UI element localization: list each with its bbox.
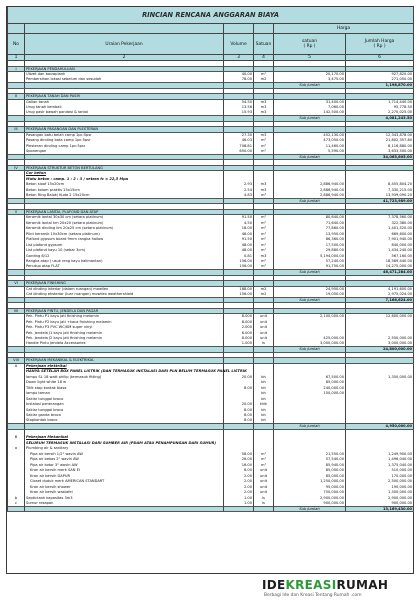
row-description: Pek. Pintu P3 PVC WC/KM super vinyl: [25, 325, 224, 331]
row-unit-price: 2,886,940.00: [274, 187, 346, 193]
row-volume: 48.00: [224, 242, 254, 248]
row-volume: 6.00: [224, 468, 254, 474]
row-unit: m¹: [254, 72, 274, 78]
row-unit: ls: [254, 341, 274, 347]
row-unit-price: 425,000.00: [274, 336, 346, 342]
row-unit-price: 17,500.00: [274, 242, 346, 248]
row-number: B: [8, 435, 25, 441]
row-volume: 8.000: [224, 314, 254, 320]
row-total: 2,550,000.00: [346, 336, 414, 342]
subtotal-amount: 4,081,243.50: [346, 116, 414, 122]
row-unit: m¹: [254, 462, 274, 468]
row-volume: 2.54: [224, 187, 254, 193]
row-description: Pek. Pintu P1 kayu jati finishing melamin: [25, 314, 224, 320]
row-number: III: [8, 127, 25, 133]
row-unit-price: 19,050.00: [274, 292, 346, 298]
row-volume: 156.00: [224, 259, 254, 265]
row-description: Pasang dinding bata camp 1pc:5psr: [25, 138, 224, 144]
subtotal-amount: 13,169,430.00: [346, 506, 414, 512]
row-description: Pek. Jendela J2 kayu jati finishing melamin: [25, 336, 224, 342]
row-total: 14,275,000.00: [346, 264, 414, 270]
row-description: PEKERJAAN LANTAI, PLAFOND DAN ATAP: [25, 209, 224, 215]
row-volume: 156.00: [224, 292, 254, 298]
row-unit: unit: [254, 484, 274, 490]
row-volume: 16.00: [224, 462, 254, 468]
row-description: Pek. Pintu P2 kayu jati +kaca finishing melamin: [25, 319, 224, 325]
row-unit-price: 240,000.00: [274, 385, 346, 391]
row-description: Down light white 18 w: [25, 380, 224, 386]
row-total: 1,350,000.00: [346, 374, 414, 380]
row-description: Galian tanah: [25, 99, 224, 105]
row-volume: 188.00: [224, 286, 254, 292]
row-unit: m¹: [254, 457, 274, 463]
row-description: PEKERJAAN STRUKTUR BETON BERTULANG: [25, 165, 224, 171]
row-volume: 4.50: [224, 220, 254, 226]
row-unit-price: 29,880.00: [274, 248, 346, 254]
row-volume: 0.81: [224, 253, 254, 259]
row-volume: 1.00: [224, 495, 254, 501]
empty-cell: [25, 506, 224, 512]
row-number: A: [8, 363, 25, 369]
row-volume: 46.03: [224, 138, 254, 144]
row-unit: bh: [254, 396, 274, 402]
row-description: Pekerjaan Mekanikal: [25, 435, 224, 441]
row-volume: 2.00: [224, 484, 254, 490]
row-volume: 2.00: [224, 479, 254, 485]
row-total: 2,975,024.00: [346, 292, 414, 298]
row-unit-price: 2,886,940.00: [274, 193, 346, 199]
row-number: c: [8, 501, 25, 507]
subtotal-amount: 4,950,000.00: [346, 424, 414, 430]
row-description: Saklar ganda broco: [25, 413, 224, 419]
empty-cell: [8, 506, 25, 512]
header-satuan: Satuan: [254, 34, 274, 55]
row-unit: m2: [254, 286, 274, 292]
row-unit: unit: [254, 336, 274, 342]
row-description: Penutup atap FLAT: [25, 264, 224, 270]
row-volume: 6.000: [224, 330, 254, 336]
row-description: List plafond kayu 10 (sebar 3cm): [25, 248, 224, 254]
row-volume: 1.000: [224, 341, 254, 347]
row-unit: unit: [254, 314, 274, 320]
row-volume: 91.50: [224, 215, 254, 221]
row-unit: bh: [254, 385, 274, 391]
row-volume: 1.00: [224, 501, 254, 507]
row-unit-price: 20,170.00: [274, 72, 346, 78]
row-total: 3,000,000.00: [346, 341, 414, 347]
subtotal-amount: 41,723,989.00: [346, 198, 414, 204]
row-unit: m²: [254, 138, 274, 144]
row-unit-price: 2,886,940.00: [274, 182, 346, 188]
row-description: Cor beton: [25, 171, 224, 177]
subtotal-label: Sub Jumlah: [274, 347, 346, 353]
watermark-logo-part: IDE: [262, 578, 286, 592]
subtotal-amount: 1,198,870.00: [346, 83, 414, 89]
row-total: 95,778.50: [346, 105, 414, 111]
row-volume: 8.00: [224, 413, 254, 419]
row-unit: unit: [254, 473, 274, 479]
row-description: Cat dinding interior (dalam ruangan) mowilex: [25, 286, 224, 292]
row-unit: bh: [254, 380, 274, 386]
header-volume: Volume: [224, 34, 254, 55]
row-unit: unit: [254, 468, 274, 474]
subtotal-label: Sub Jumlah: [274, 83, 346, 89]
row-unit-price: 7,060.00: [274, 105, 346, 111]
row-number: a: [8, 446, 25, 452]
row-total: 2,500,000.00: [346, 479, 414, 485]
row-description: Pek. Jendela J1 kayu jati finishing melamin: [25, 330, 224, 336]
row-unit: unit: [254, 330, 274, 336]
row-volume: 27.30: [224, 132, 254, 138]
row-unit-price: 3,000,000.00: [274, 341, 346, 347]
row-unit-price: 95,000.00: [274, 484, 346, 490]
row-unit: bh: [254, 418, 274, 424]
row-unit: m3: [254, 110, 274, 116]
row-unit-price: 86,360.00: [274, 237, 346, 243]
row-total: 8,116,880.00: [346, 143, 414, 149]
row-volume: 58.00: [224, 451, 254, 457]
row-unit-price: 2,900,000.00: [274, 495, 346, 501]
row-description: Beton Ring Balok/ Kuda 2 15x20cm: [25, 193, 224, 199]
row-description: Keramik lantai 30x30 cm (setara platinum): [25, 215, 224, 221]
row-description: List plafond gypsum: [25, 242, 224, 248]
row-unit: m3: [254, 105, 274, 111]
row-description: Handle Pintu Jendela Accessories: [25, 341, 224, 347]
row-description: Pipa air bersih 1/2" wavin AW: [25, 451, 224, 457]
row-total: 322,380.00: [346, 220, 414, 226]
row-volume: 48.00: [224, 231, 254, 237]
row-unit: m²: [254, 215, 274, 221]
subtotal-label: Sub Jumlah: [274, 506, 346, 512]
row-total: 567,160.00: [346, 253, 414, 259]
subtotal-row: [8, 506, 414, 512]
row-number: II: [8, 94, 25, 100]
row-total: 190,000.00: [346, 484, 414, 490]
row-total: 12,343,878.00: [346, 132, 414, 138]
row-total: 13,939,090.20: [346, 193, 414, 199]
row-description: Closet duduk merk AMERICAN STANDART: [25, 479, 224, 485]
row-total: 1,401,520.00: [346, 226, 414, 232]
row-unit: unit: [254, 490, 274, 496]
row-total: 1,496,040.00: [346, 457, 414, 463]
row-unit-price: 91,750.00: [274, 264, 346, 270]
row-description: PEKERJAAN MEKANIKAL & ELEKTRIKAL: [25, 358, 224, 364]
colnum: 3: [224, 55, 254, 61]
row-description: Stopkontak broco: [25, 418, 224, 424]
row-number: VII: [8, 308, 25, 314]
row-description: Sponengan: [25, 149, 224, 155]
header-jumlah-harga: Jumlah Harga ( Rp ): [346, 34, 414, 55]
row-volume: 156.00: [224, 264, 254, 270]
row-unit: m²: [254, 220, 274, 226]
colnum: 2: [25, 55, 224, 61]
row-unit-price: 24,950.00: [274, 286, 346, 292]
header-harga: Harga: [274, 24, 414, 34]
row-description: Cat dinding eksterior (luar ruangan) mowilex weathershield: [25, 292, 224, 298]
watermark-tagline: Berbagi Ide dan Kreasi Tentang Rumah .com: [264, 593, 362, 598]
row-unit: bh: [254, 374, 274, 380]
row-description: HANYA SETELAH BOX PANEL LISTRIK (DAN TERMASUK INSTALASI DARI PLN BELUM TERMASUK PANEL LISTRIK: [26, 369, 247, 374]
row-description: Sumur resapan: [25, 501, 224, 507]
row-volume: 8.00: [224, 385, 254, 391]
row-unit-price: 150,000.00: [274, 391, 346, 397]
row-description: Septictank kapasitas 3m3: [25, 495, 224, 501]
row-unit-price: 85,000.00: [274, 380, 346, 386]
row-total: 7,378,560.00: [346, 215, 414, 221]
row-unit: titik: [254, 402, 274, 408]
row-total: 8,455,804.20: [346, 182, 414, 188]
row-volume: 26.00: [224, 457, 254, 463]
row-volume: 91.50: [224, 237, 254, 243]
row-number: V: [8, 209, 25, 215]
row-total: 840,000.00: [346, 242, 414, 248]
row-total: 510,000.00: [346, 468, 414, 474]
row-description: Gording 8/12: [25, 253, 224, 259]
colnum: 6: [346, 55, 414, 61]
watermark-logo: [262, 578, 388, 592]
row-unit: m²: [254, 143, 274, 149]
row-unit: m¹: [254, 149, 274, 155]
row-unit-price: 3,475.00: [274, 77, 346, 83]
row-description: Plumbing air & sanitary: [25, 446, 224, 452]
row-unit: m3: [254, 187, 274, 193]
row-description: PEKERJAAN TANAH DAN PASIR: [25, 94, 224, 100]
row-unit-price: 1,250,000.00: [274, 479, 346, 485]
row-description: Plint keramik 10x30cm (setara platinum): [25, 231, 224, 237]
row-description: PEKERJAAN PINTU, JENDELA DAN PAGAR: [25, 308, 224, 314]
row-volume: 8.00: [224, 418, 254, 424]
row-unit: m¹: [254, 242, 274, 248]
watermark: [262, 578, 412, 600]
row-volume: 40.00: [224, 72, 254, 78]
row-description: Plesteran dinding camp 1pc:5psr: [25, 143, 224, 149]
row-unit: m2: [254, 77, 274, 83]
row-total: 18,589,440.00: [346, 259, 414, 265]
row-unit: ls: [254, 501, 274, 507]
row-unit-price: 57,240.00: [274, 259, 346, 265]
row-description: Beton kolom praktis 15x15cm: [25, 187, 224, 193]
row-description: Urug tanah kembali: [25, 105, 224, 111]
row-volume: 2.000: [224, 325, 254, 331]
colnum: 1: [8, 55, 25, 61]
row-description: Keramik dinding km 20x25 cm (setara platinum): [25, 226, 224, 232]
row-unit: bh: [254, 413, 274, 419]
subtotal-label: Sub Jumlah: [274, 270, 346, 276]
empty-cell: [224, 506, 254, 512]
row-description: lampu SL 18 watt philip (termasuk fitting): [25, 374, 224, 380]
header-harga-satuan: satuan ( Rp ): [274, 34, 346, 55]
colnum: 5: [274, 55, 346, 61]
row-unit-price: 67,500.00: [274, 374, 346, 380]
row-total: 2,900,000.00: [346, 495, 414, 501]
empty-cell: [254, 506, 274, 512]
row-unit-price: 5,590.00: [274, 149, 346, 155]
subtotal-amount: 7,166,624.00: [346, 297, 414, 303]
row-description: Titik stop kontak biasa: [25, 385, 224, 391]
document-title: RINCIAN RENCANA ANGGARAN BIAYA: [8, 7, 414, 24]
row-unit-price: 5,194,000.00: [274, 253, 346, 259]
row-unit: m²: [254, 264, 274, 270]
row-total: 1,249,900.00: [346, 451, 414, 457]
row-volume: 20.00: [224, 374, 254, 380]
row-description: Kran air bersih shower: [25, 484, 224, 490]
row-total: 3,633,500.00: [346, 149, 414, 155]
subtotal-label: Sub Jumlah: [274, 198, 346, 204]
row-unit-price: 21,550.00: [274, 451, 346, 457]
row-unit-price: 57,540.00: [274, 457, 346, 463]
row-total: 1,434,240.00: [346, 248, 414, 254]
row-unit: unit: [254, 325, 274, 331]
row-unit: unit: [254, 479, 274, 485]
row-description: Instalasi penerangan: [25, 402, 224, 408]
row-total: 170,000.00: [346, 473, 414, 479]
row-number: b: [8, 495, 25, 501]
row-unit-price: 900,000.00: [274, 501, 346, 507]
row-unit-price: 2,100,000.00: [274, 314, 346, 320]
row-total: 21,802,357.80: [346, 138, 414, 144]
row-total: 271,050.00: [346, 77, 414, 83]
row-unit-price: 31,400.00: [274, 99, 346, 105]
row-unit: m²: [254, 237, 274, 243]
header-no: No: [8, 34, 25, 55]
row-number: IV: [8, 165, 25, 171]
row-description: Pekerjaan elektrikal: [25, 363, 224, 369]
row-description: Plafond gypsum board 9mm rangka hollow: [25, 237, 224, 243]
row-description: Pembersihan lokasi sebelum dan sesudah: [25, 77, 224, 83]
row-volume: 54.50: [224, 99, 254, 105]
subtotal-label: Sub Jumlah: [274, 424, 346, 430]
row-number: VI: [8, 281, 25, 287]
row-unit: ls: [254, 495, 274, 501]
row-volume: 2.93: [224, 182, 254, 188]
watermark-logo-part: RUMAH: [336, 578, 389, 592]
row-volume: 15.93: [224, 110, 254, 116]
row-volume: 8.000: [224, 319, 254, 325]
budget-table: [7, 7, 414, 512]
row-description: Saklar tunggal broco: [25, 396, 224, 402]
row-unit: m¹: [254, 248, 274, 254]
row-unit-price: 473,050.00: [274, 138, 346, 144]
row-total: 4,191,600.00: [346, 286, 414, 292]
subtotal-amount: 34,065,605.00: [346, 154, 414, 160]
row-description: PEKERJAAN PASANGAN DAN PLESTERAN: [25, 127, 224, 133]
row-description: Uitzet dan bouwplank: [25, 72, 224, 78]
subtotal-label: Sub Jumlah: [274, 154, 346, 160]
row-description: Pasangan batu belah camp 1pc:5psr: [25, 132, 224, 138]
row-unit: m2: [254, 292, 274, 298]
row-description: Beton sloof 15x20cm: [25, 182, 224, 188]
row-description: Rangka atap ( usuk reng kayu kalimantan): [25, 259, 224, 265]
row-unit-price: 11,460.00: [274, 143, 346, 149]
subtotal-amount: 46,471,284.00: [346, 270, 414, 276]
row-number: I: [8, 66, 25, 72]
row-description: Pipa air kotor 3" wavin AW: [25, 462, 224, 468]
row-total: 900,000.00: [346, 501, 414, 507]
row-description: Saklar tunggal broco: [25, 407, 224, 413]
row-total: 927,820.00: [346, 72, 414, 78]
row-number: VIII: [8, 358, 25, 364]
row-volume: 48.00: [224, 248, 254, 254]
watermark-logo-part: KREASI: [285, 578, 337, 592]
row-volume: 8.000: [224, 336, 254, 342]
row-unit: m3: [254, 99, 274, 105]
row-description: Kran air bersih wastafel: [25, 490, 224, 496]
colnum: 4: [254, 55, 274, 61]
row-total: 12,600,000.00: [346, 314, 414, 320]
row-unit: m¹: [254, 451, 274, 457]
row-volume: 8.00: [224, 407, 254, 413]
row-unit-price: 142,500.00: [274, 110, 346, 116]
row-unit-price: 71,640.00: [274, 220, 346, 226]
budget-table-frame: [6, 6, 414, 574]
row-description: Kran air bersih merk SAN EI: [25, 468, 224, 474]
row-volume: 2.00: [224, 473, 254, 479]
row-unit-price: 85,000.00: [274, 473, 346, 479]
row-unit-price: 80,640.00: [274, 215, 346, 221]
row-description: PEKERJAAN PENDAHULUAN: [25, 66, 224, 72]
row-unit: m³: [254, 193, 274, 199]
row-total: 1,714,440.00: [346, 99, 414, 105]
row-unit: m²: [254, 226, 274, 232]
row-unit: unit: [254, 319, 274, 325]
row-unit-price: 750,000.00: [274, 490, 346, 496]
row-description: Mutu beton : camp. 1 : 2 : 3 / setara fc = 22,5 Mpa: [25, 176, 224, 182]
subtotal-label: Sub Jumlah: [274, 116, 346, 122]
row-unit: m¹: [254, 231, 274, 237]
row-description: Keramik lantai km 20x20 (setara platinum): [25, 220, 224, 226]
row-unit: m²: [254, 259, 274, 265]
row-volume: 20.00: [224, 402, 254, 408]
row-description: PEKERJAAN FINISHING: [25, 281, 224, 287]
row-volume: 650.00: [224, 149, 254, 155]
row-unit-price: 13,950.00: [274, 231, 346, 237]
row-volume: 18.00: [224, 226, 254, 232]
row-total: 7,330,215.00: [346, 187, 414, 193]
row-unit-price: 85,000.00: [274, 468, 346, 474]
row-volume: 13.56: [224, 105, 254, 111]
row-unit: m3: [254, 132, 274, 138]
row-unit: bh: [254, 407, 274, 413]
row-description: lampu taman: [25, 391, 224, 397]
row-unit: m3: [254, 253, 274, 259]
row-description: Pipa air bekas 2" wavin AW: [25, 457, 224, 463]
row-description: Urug pasir bawah pondasi & lantai: [25, 110, 224, 116]
row-description: SELURUH TERMASUK INSTALASI DARI SUMBER AIR (PDAM ATAU PENAMPUNGAN DARI SUMUR): [25, 440, 224, 446]
row-volume: 4.83: [224, 193, 254, 199]
row-description: Kran air bersih DAPUR: [25, 473, 224, 479]
row-total: 669,600.00: [346, 231, 414, 237]
row-total: 7,901,940.00: [346, 237, 414, 243]
subtotal-amount: 24,800,000.00: [346, 347, 414, 353]
row-volume: 2.00: [224, 490, 254, 496]
row-volume: 708.81: [224, 143, 254, 149]
subtotal-label: Sub Jumlah: [274, 297, 346, 303]
row-total: 1,375,040.00: [346, 462, 414, 468]
row-unit-price: 85,940.00: [274, 462, 346, 468]
row-total: 1,500,000.00: [346, 490, 414, 496]
row-unit: m3: [254, 182, 274, 188]
row-volume: 78.00: [224, 77, 254, 83]
row-unit-price: 77,860.00: [274, 226, 346, 232]
row-unit-price: 452,130.00: [274, 132, 346, 138]
row-unit: bh: [254, 391, 274, 397]
row-total: 2,270,025.00: [346, 110, 414, 116]
header-uraian: Uraian Pekerjaan: [25, 34, 224, 55]
